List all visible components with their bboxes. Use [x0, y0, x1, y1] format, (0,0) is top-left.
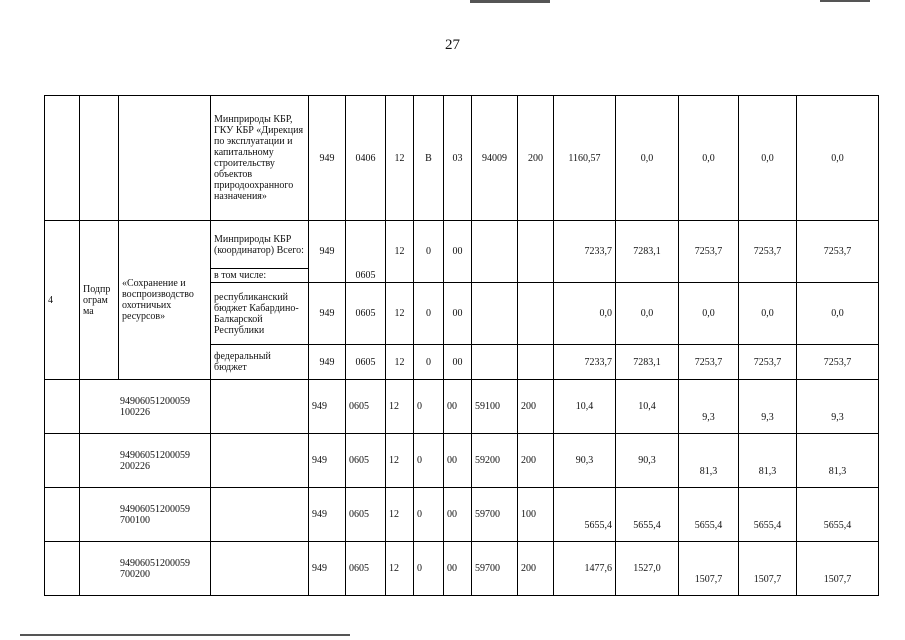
cell-grbs: 949 — [309, 345, 346, 380]
table-row — [45, 221, 879, 269]
cell-rzpr: 0605 — [346, 283, 386, 345]
cell-rzpr: 0605 — [346, 345, 386, 380]
cell-value-5: 0,0 — [797, 283, 879, 345]
scan-artifact-bottom — [20, 634, 350, 636]
table-row — [45, 380, 879, 434]
cell-rzpr: 0605 — [346, 488, 386, 542]
cell-value-3: 9,3 — [679, 380, 739, 434]
cell-name: «Сохранение и воспроизводство охотничьих ресурсов» — [119, 221, 211, 380]
cell-value-3: 81,3 — [679, 434, 739, 488]
cell-executor: Минприроды КБР (координатор) Всего: — [211, 221, 309, 269]
cell-rzpr: 0605 — [346, 542, 386, 596]
cell-grbs: 949 — [309, 221, 346, 283]
cell-p4: 59100 — [472, 380, 518, 434]
scan-artifact-top — [470, 0, 550, 3]
cell-executor: Минприроды КБР, ГКУ КБР «Дирекция по эксплуатации и капитальному строительству объектов природоохранного назначения» — [211, 96, 309, 221]
cell-p3: 00 — [444, 283, 472, 345]
cell-num — [45, 542, 80, 596]
cell-code: 94906051200059 700100 — [80, 488, 211, 542]
cell-executor — [211, 542, 309, 596]
cell-p2: 0 — [414, 542, 444, 596]
cell-p4: 59700 — [472, 488, 518, 542]
cell-value-1: 7233,7 — [554, 345, 616, 380]
cell-num: 4 — [45, 221, 80, 380]
cell-p1: 12 — [386, 488, 414, 542]
cell-value-2: 7283,1 — [616, 345, 679, 380]
cell-p4: 59200 — [472, 434, 518, 488]
cell-value-3: 1507,7 — [679, 542, 739, 596]
cell-value-3: 5655,4 — [679, 488, 739, 542]
cell-value-4: 9,3 — [739, 380, 797, 434]
cell-rzpr: 0605 — [346, 380, 386, 434]
cell-value-1: 90,3 — [554, 434, 616, 488]
cell-p3: 00 — [444, 542, 472, 596]
cell-p2: 0 — [414, 434, 444, 488]
cell-value-1: 1477,6 — [554, 542, 616, 596]
cell-value-3: 7253,7 — [679, 221, 739, 283]
cell-p1: 12 — [386, 434, 414, 488]
cell-p4 — [472, 283, 518, 345]
cell-vr — [518, 283, 554, 345]
cell-vr — [518, 345, 554, 380]
cell-value-2: 7283,1 — [616, 221, 679, 283]
cell-value-5: 9,3 — [797, 380, 879, 434]
cell-value-4: 1507,7 — [739, 542, 797, 596]
cell-rzpr: 0406 — [346, 96, 386, 221]
cell-status: Подпр ограм ма — [80, 221, 119, 380]
cell-rzpr: 0605 — [346, 221, 386, 283]
cell-vr: 200 — [518, 434, 554, 488]
cell-grbs: 949 — [309, 434, 346, 488]
cell-p2: 0 — [414, 283, 444, 345]
cell-grbs: 949 — [309, 542, 346, 596]
budget-table — [44, 95, 879, 596]
table-row — [45, 96, 879, 221]
cell-num — [45, 96, 80, 221]
cell-value-1: 0,0 — [554, 283, 616, 345]
cell-status — [80, 96, 119, 221]
cell-p1: 12 — [386, 221, 414, 283]
cell-value-5: 0,0 — [797, 96, 879, 221]
cell-name — [119, 96, 211, 221]
cell-code: 94906051200059 700200 — [80, 542, 211, 596]
cell-p2: 0 — [414, 380, 444, 434]
cell-value-2: 0,0 — [616, 96, 679, 221]
cell-value-1: 7233,7 — [554, 221, 616, 283]
cell-p4: 59700 — [472, 542, 518, 596]
cell-p4 — [472, 221, 518, 283]
cell-p1: 12 — [386, 380, 414, 434]
cell-num — [45, 380, 80, 434]
cell-value-5: 81,3 — [797, 434, 879, 488]
cell-grbs: 949 — [309, 380, 346, 434]
cell-value-5: 1507,7 — [797, 542, 879, 596]
cell-grbs: 949 — [309, 283, 346, 345]
cell-p2: В — [414, 96, 444, 221]
cell-p1: 12 — [386, 345, 414, 380]
cell-executor — [211, 488, 309, 542]
cell-executor: в том числе: — [211, 269, 309, 283]
cell-rzpr: 0605 — [346, 434, 386, 488]
cell-code: 94906051200059 100226 — [80, 380, 211, 434]
table-row — [45, 542, 879, 596]
table-row — [45, 488, 879, 542]
cell-value-1: 10,4 — [554, 380, 616, 434]
cell-vr: 100 — [518, 488, 554, 542]
cell-value-5: 7253,7 — [797, 221, 879, 283]
cell-value-4: 81,3 — [739, 434, 797, 488]
cell-value-3: 0,0 — [679, 96, 739, 221]
cell-value-4: 0,0 — [739, 96, 797, 221]
cell-grbs: 949 — [309, 488, 346, 542]
cell-p3: 00 — [444, 434, 472, 488]
cell-p1: 12 — [386, 283, 414, 345]
cell-p3: 00 — [444, 345, 472, 380]
cell-vr — [518, 221, 554, 283]
scan-artifact-top-right — [820, 0, 870, 2]
cell-vr: 200 — [518, 380, 554, 434]
cell-code: 94906051200059 200226 — [80, 434, 211, 488]
cell-value-3: 0,0 — [679, 283, 739, 345]
cell-executor: федеральный бюджет — [211, 345, 309, 380]
cell-value-4: 7253,7 — [739, 345, 797, 380]
cell-value-1: 5655,4 — [554, 488, 616, 542]
table-row — [45, 434, 879, 488]
cell-p3: 00 — [444, 221, 472, 283]
page-number: 27 — [445, 37, 460, 53]
cell-vr: 200 — [518, 96, 554, 221]
cell-num — [45, 488, 80, 542]
cell-executor: республиканский бюджет Кабардино-Балкарской Республики — [211, 283, 309, 345]
cell-value-2: 1527,0 — [616, 542, 679, 596]
cell-p2: 0 — [414, 221, 444, 283]
cell-vr: 200 — [518, 542, 554, 596]
cell-value-5: 5655,4 — [797, 488, 879, 542]
cell-p2: 0 — [414, 488, 444, 542]
cell-grbs: 949 — [309, 96, 346, 221]
cell-executor — [211, 434, 309, 488]
cell-p1: 12 — [386, 542, 414, 596]
cell-num — [45, 434, 80, 488]
cell-value-2: 90,3 — [616, 434, 679, 488]
cell-value-1: 1160,57 — [554, 96, 616, 221]
cell-value-3: 7253,7 — [679, 345, 739, 380]
cell-value-4: 5655,4 — [739, 488, 797, 542]
cell-value-5: 7253,7 — [797, 345, 879, 380]
cell-value-2: 0,0 — [616, 283, 679, 345]
cell-value-4: 0,0 — [739, 283, 797, 345]
cell-p3: 00 — [444, 380, 472, 434]
cell-p1: 12 — [386, 96, 414, 221]
cell-p4: 94009 — [472, 96, 518, 221]
cell-p2: 0 — [414, 345, 444, 380]
cell-value-4: 7253,7 — [739, 221, 797, 283]
cell-value-2: 10,4 — [616, 380, 679, 434]
cell-p3: 03 — [444, 96, 472, 221]
cell-executor — [211, 380, 309, 434]
cell-p3: 00 — [444, 488, 472, 542]
cell-value-2: 5655,4 — [616, 488, 679, 542]
cell-p4 — [472, 345, 518, 380]
